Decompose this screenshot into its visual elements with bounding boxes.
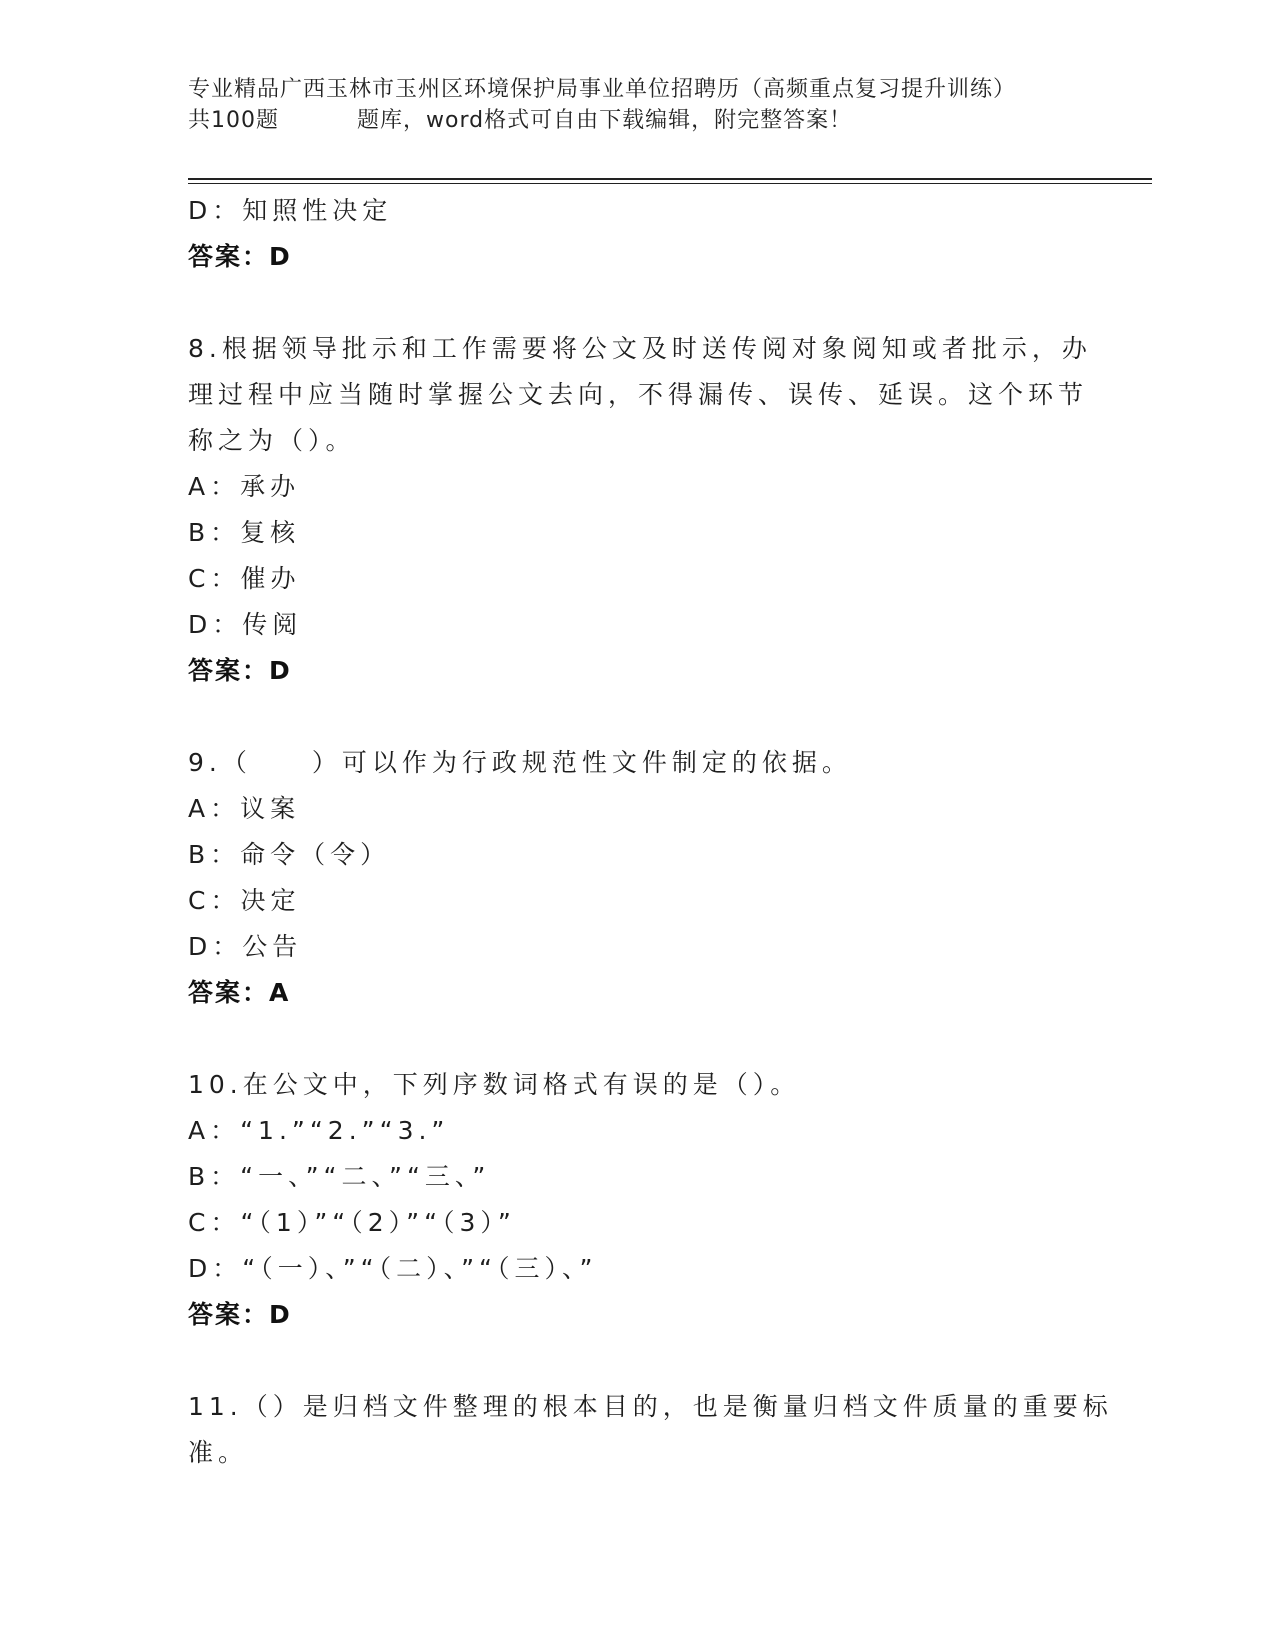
answer-line: 答案：A (188, 978, 291, 1007)
header-subtitle (188, 105, 1088, 136)
header-title: 专业精品广西玉林市玉州区环境保护局事业单位招聘历（高频重点复习提升训练） (188, 77, 1017, 102)
question-9 (188, 740, 1088, 1016)
page-header (188, 74, 1088, 136)
question-text-line: 理过程中应当随时掌握公文去向，不得漏传、误传、延误。这个环节 (188, 380, 1089, 409)
option-c: C：决定 (188, 886, 301, 915)
answer-line: 答案：D (188, 1300, 292, 1329)
header-rule-thin (188, 183, 1152, 184)
question-text-line: 10.在公文中，下列序数词格式有误的是（）。 (188, 1070, 801, 1099)
header-rule-thick (188, 178, 1152, 180)
header-question-count: 共100题 (188, 108, 279, 133)
question-11 (188, 1384, 1113, 1476)
question-10 (188, 1062, 1088, 1338)
option-a: A：议案 (188, 794, 301, 823)
answer-line: 答案：D (188, 656, 292, 685)
question-list (188, 188, 1113, 1476)
header-description: 题库，word格式可自由下载编辑，附完整答案！ (357, 108, 853, 133)
question-8 (188, 326, 1092, 694)
option-a: A：承办 (188, 472, 301, 501)
option-a: A：“1.”“2.”“3.” (188, 1116, 450, 1145)
question-text-line: 9.（ ）可以作为行政规范性文件制定的依据。 (188, 748, 852, 777)
question-text-line: 称之为（）。 (188, 426, 356, 455)
option-c: C：“（1）”“（2）”“（3）” (188, 1208, 516, 1237)
option-d: D：“（一）、”“（二）、”“（三）、” (188, 1254, 598, 1283)
option-c: C：催办 (188, 564, 301, 593)
option-d: D：传阅 (188, 610, 303, 639)
question-text-line: 准。 (188, 1438, 249, 1467)
question-text-line: 8.根据领导批示和工作需要将公文及时送传阅对象阅知或者批示，办 (188, 334, 1092, 363)
option-b: B：复核 (188, 518, 301, 547)
question-text-line: 11.（）是归档文件整理的根本目的，也是衡量归档文件质量的重要标 (188, 1392, 1113, 1421)
option-b: B：“一、”“二、”“三、” (188, 1162, 491, 1191)
option-b: B：命令（令） (188, 840, 391, 869)
option-d: D：公告 (188, 932, 303, 961)
answer-line: 答案：D (188, 242, 292, 271)
option-d: D：知照性决定 (188, 196, 393, 225)
